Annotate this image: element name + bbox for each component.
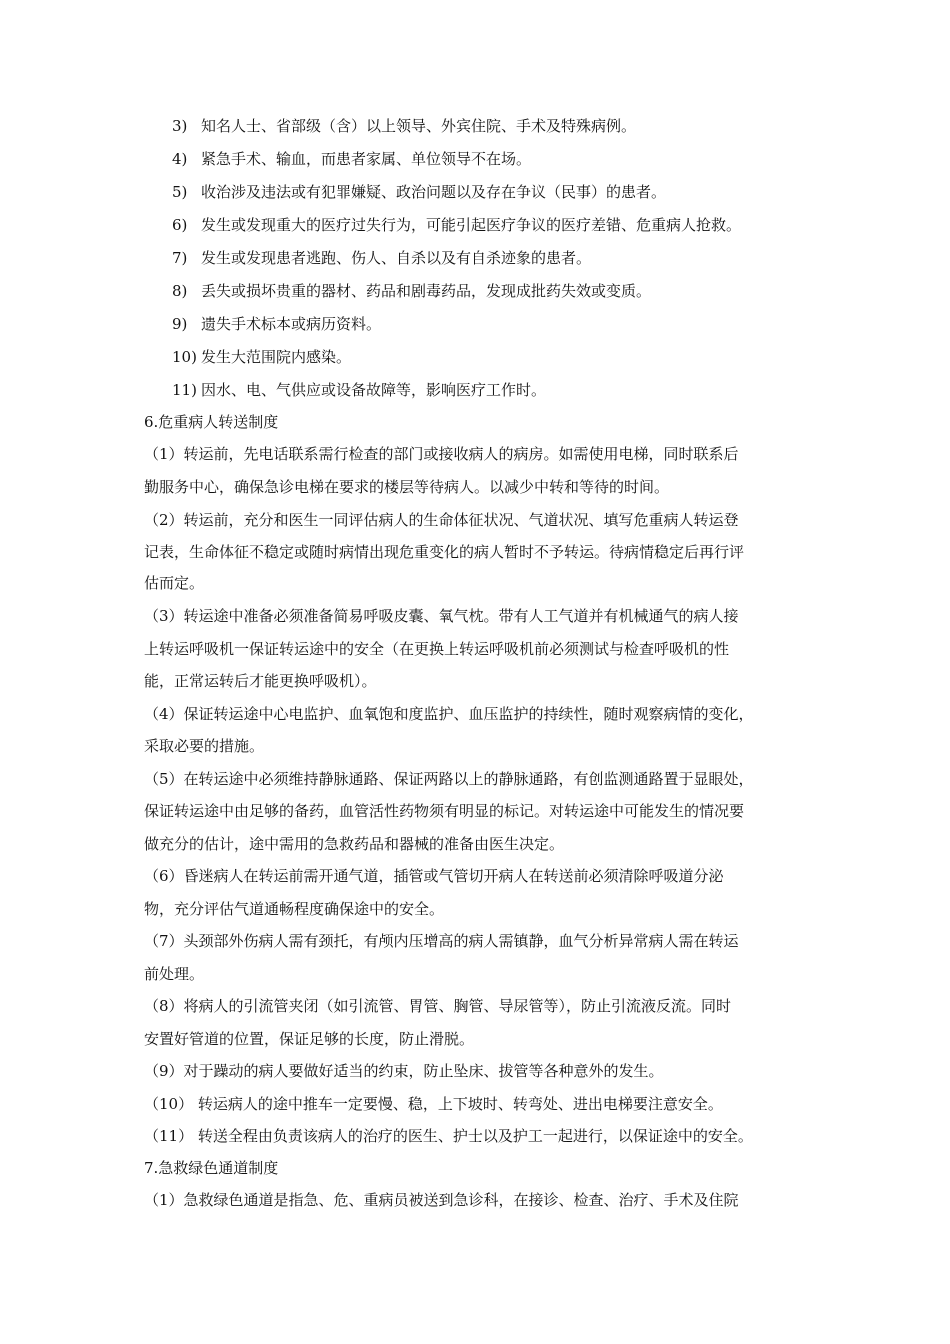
list-item-text: 遗失手术标本或病历资料。 [201, 315, 382, 333]
paragraph-line: （1）急救绿色通道是指急、危、重病员被送到急诊科，在接诊、检查、治疗、手术及住院 [144, 1191, 739, 1209]
section-7-heading: 7.急救绿色通道制度 [144, 1159, 279, 1177]
list-item-text: 因水、电、气供应或设备故障等，影响医疗工作时。 [201, 381, 547, 399]
paragraph-line: 能，正常运转后才能更换呼吸机）。 [144, 672, 377, 690]
list-item-4 [172, 149, 531, 169]
list-item-text: 发生大范围院内感染。 [201, 348, 352, 366]
list-item-11 [172, 380, 546, 400]
section-6-heading: 6.危重病人转送制度 [144, 413, 279, 431]
paragraph-line: 勤服务中心，确保急诊电梯在要求的楼层等待病人。以减少中转和等待的时间。 [144, 478, 670, 496]
list-item-text: 收治涉及违法或有犯罪嫌疑、政治问题以及存在争议（民事）的患者。 [201, 183, 667, 201]
paragraph-line: 估而定。 [144, 574, 205, 592]
list-item-7 [172, 248, 591, 268]
paragraph-line: （11） 转送全程由负责该病人的治疗的医生、护士以及护工一起进行，以保证途中的安全。 [144, 1127, 753, 1145]
list-item-text: 发生或发现患者逃跑、伤人、自杀以及有自杀迹象的患者。 [201, 249, 592, 267]
paragraph-line: 前处理。 [144, 965, 205, 983]
list-item-8 [172, 281, 651, 301]
paragraph-line: （3）转运途中准备必须准备简易呼吸皮囊、氧气枕。带有人工气道并有机械通气的病人接 [144, 607, 739, 625]
paragraph-line: 安置好管道的位置，保证足够的长度，防止滑脱。 [144, 1030, 475, 1048]
paragraph-line: （4）保证转运途中心电监护、血氧饱和度监护、血压监护的持续性，随时观察病情的变化， [144, 705, 754, 723]
paragraph-line: （9）对于躁动的病人要做好适当的约束，防止坠床、拔管等各种意外的发生。 [144, 1062, 664, 1080]
paragraph-line: 记表，生命体征不稳定或随时病情出现危重变化的病人暂时不予转运。待病情稳定后再行评 [144, 543, 745, 561]
list-item-10 [172, 347, 351, 367]
list-item-6 [172, 215, 741, 235]
list-item-number: 11) [172, 381, 197, 399]
paragraph-line: （5）在转运途中必须维持静脉通路、保证两路以上的静脉通路，有创监测通路置于显眼处， [144, 770, 754, 788]
list-item-text: 丢失或损坏贵重的器材、药品和剧毒药品，发现成批药失效或变质。 [201, 282, 652, 300]
list-item-number: 8) [172, 282, 188, 300]
paragraph-line: （10） 转运病人的途中推车一定要慢、稳，上下坡时、转弯处、进出电梯要注意安全。 [144, 1095, 723, 1113]
list-item-text: 知名人士、省部级（含）以上领导、外宾住院、手术及特殊病例。 [201, 117, 637, 135]
paragraph-line: （8）将病人的引流管夹闭（如引流管、胃管、胸管、导尿管等），防止引流液反流。同时 [144, 997, 732, 1015]
list-item-number: 4) [172, 150, 188, 168]
paragraph-line: 采取必要的措施。 [144, 737, 265, 755]
list-item-number: 10) [172, 348, 197, 366]
list-item-9 [172, 314, 381, 334]
list-item-3 [172, 116, 636, 136]
paragraph-line: （1）转运前，先电话联系需行检查的部门或接收病人的病房。如需使用电梯，同时联系后 [144, 445, 739, 463]
list-item-5 [172, 182, 666, 202]
list-item-text: 发生或发现重大的医疗过失行为，可能引起医疗争议的医疗差错、危重病人抢救。 [201, 216, 742, 234]
list-item-number: 6) [172, 216, 188, 234]
paragraph-line: （6）昏迷病人在转运前需开通气道，插管或气管切开病人在转送前必须清除呼吸道分泌 [144, 867, 724, 885]
list-item-number: 7) [172, 249, 188, 267]
list-item-text: 紧急手术、输血，而患者家属、单位领导不在场。 [201, 150, 532, 168]
paragraph-line: 上转运呼吸机一保证转运途中的安全（在更换上转运呼吸机前必须测试与检查呼吸机的性 [144, 640, 730, 658]
paragraph-line: 物，充分评估气道通畅程度确保途中的安全。 [144, 900, 445, 918]
list-item-number: 3) [172, 117, 188, 135]
list-item-number: 5) [172, 183, 188, 201]
list-item-number: 9) [172, 315, 188, 333]
paragraph-line: 做充分的估计，途中需用的急救药品和器械的准备由医生决定。 [144, 835, 565, 853]
paragraph-line: （2）转运前，充分和医生一同评估病人的生命体征状况、气道状况、填写危重病人转运登 [144, 511, 739, 529]
paragraph-line: （7）头颈部外伤病人需有颈托，有颅内压增高的病人需镇静，血气分析异常病人需在转运 [144, 932, 739, 950]
paragraph-line: 保证转运途中由足够的备药，血管活性药物须有明显的标记。对转运途中可能发生的情况要 [144, 802, 745, 820]
